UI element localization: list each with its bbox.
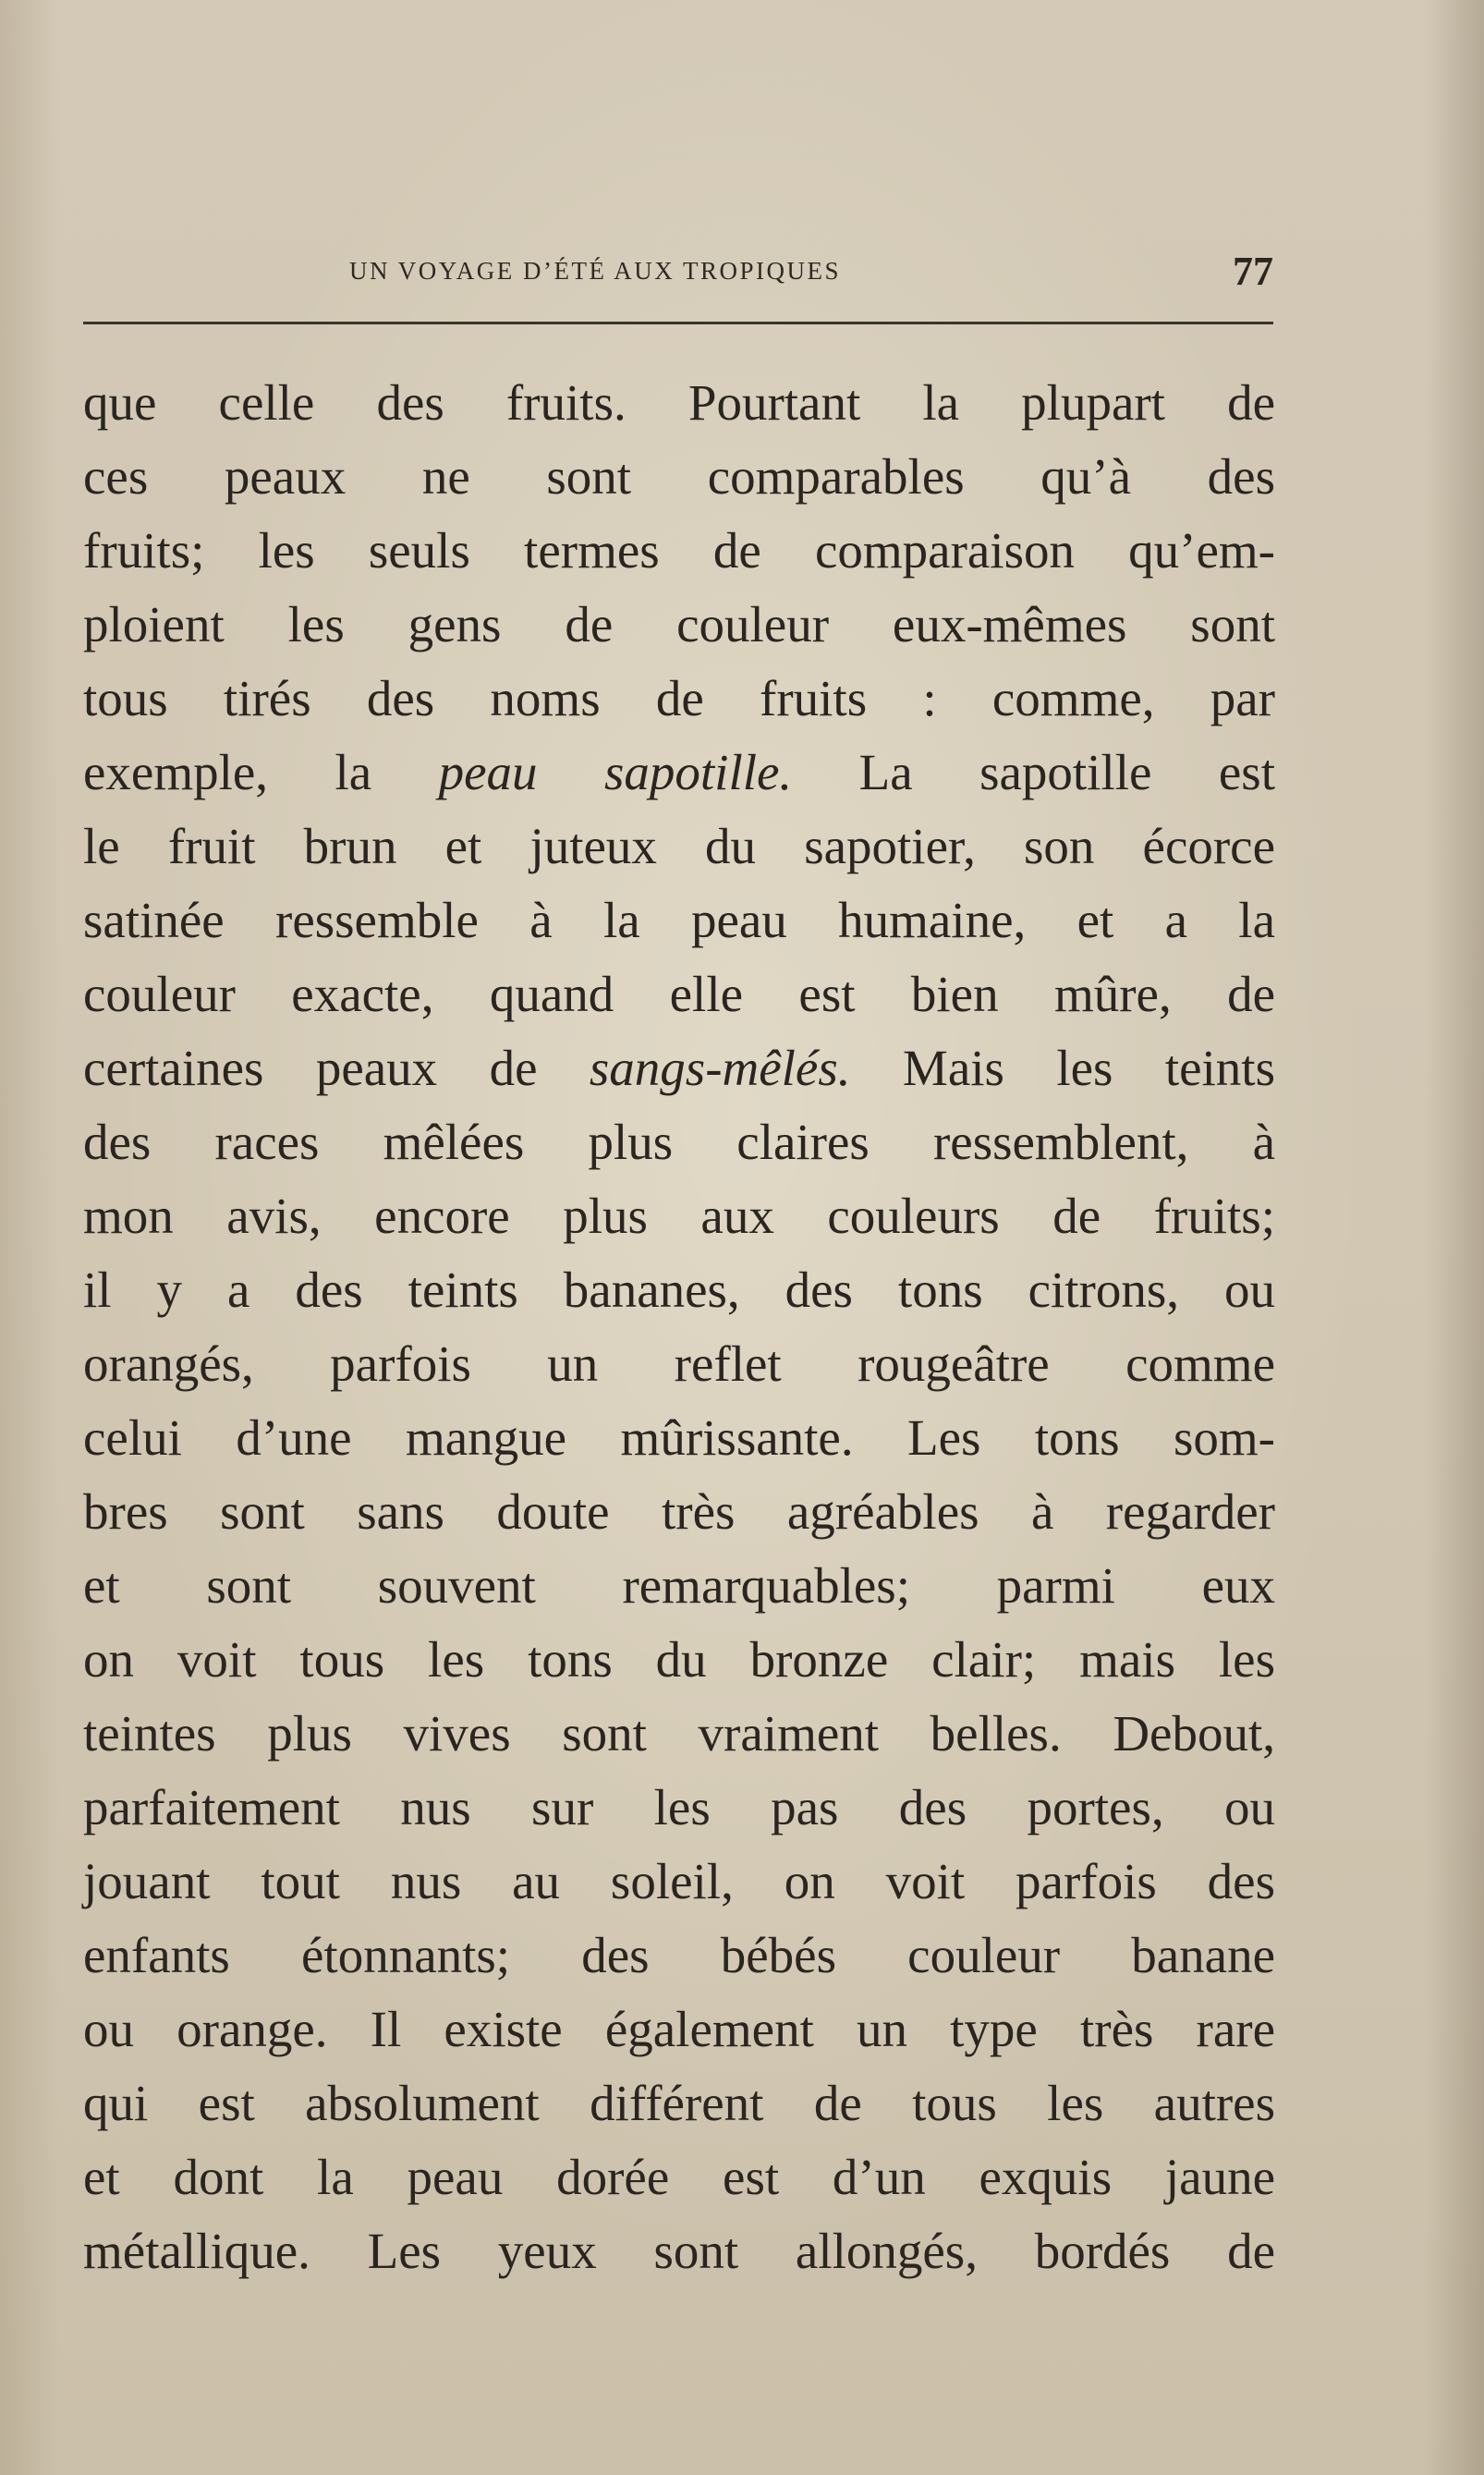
text-run: certaines peaux de [83,1040,590,1096]
text-line: ou orange. Il existe également un type très rare [83,2001,1275,2057]
text-line: mon avis, encore plus aux couleurs de fruits; [83,1188,1275,1244]
text-line: satinée ressemble à la peau humaine, et a la [83,892,1275,948]
text-line: enfants étonnants; des bébés couleur banane [83,1927,1275,1983]
text-line: et dont la peau dorée est d’un exquis jaune [83,2149,1275,2205]
text-line: et sont souvent remarquables; parmi eux [83,1557,1275,1614]
text-run: exemple, la [83,744,439,800]
text-line: le fruit brun et juteux du sapotier, son écorce [83,818,1275,874]
text-line: qui est absolument différent de tous les autres [83,2075,1275,2131]
text-line: couleur exacte, quand elle est bien mûre, de [83,966,1275,1022]
text-line [83,1031,1275,1105]
text-line: des races mêlées plus claires ressemblent, à [83,1114,1275,1170]
italic-phrase: sangs-mêlés. [589,1040,851,1096]
text-line: que celle des fruits. Pourtant la plupart de [83,374,1275,431]
text-line: teintes plus vives sont vraiment belles. Debout, [83,1705,1275,1762]
text-line: ces peaux ne sont comparables qu’à des [83,448,1275,505]
text-line: on voit tous les tons du bronze clair; mais les [83,1631,1275,1688]
running-title: UN VOYAGE D’ÉTÉ AUX TROPIQUES [349,257,842,285]
text-line: jouant tout nus au soleil, on voit parfois des [83,1853,1275,1909]
text-line: ploient les gens de couleur eux-mêmes sont [83,596,1275,652]
text-line: parfaitement nus sur les pas des portes, ou [83,1779,1275,1835]
text-line: il y a des teints bananes, des tons citrons, ou [83,1262,1275,1318]
text-line [83,736,1275,810]
page-number: 77 [1233,249,1273,294]
italic-phrase: peau sapotille. [438,744,793,800]
text-line: fruits; les seuls termes de comparaison qu’em- [83,522,1275,579]
header-rule [83,322,1273,324]
text-line: celui d’une mangue mûrissante. Les tons som- [83,1409,1275,1466]
text-line: tous tirés des noms de fruits : comme, par [83,670,1275,726]
text-run: Mais les teints [850,1040,1275,1096]
body-text [83,366,1275,2288]
page-header [83,248,1273,303]
text-line: métallique. Les yeux sont allongés, bordés de [83,2223,1275,2279]
text-line: bres sont sans doute très agréables à regarder [83,1483,1275,1540]
text-run: La sapotille est [792,744,1275,800]
text-line: orangés, parfois un reflet rougeâtre comme [83,1335,1275,1392]
